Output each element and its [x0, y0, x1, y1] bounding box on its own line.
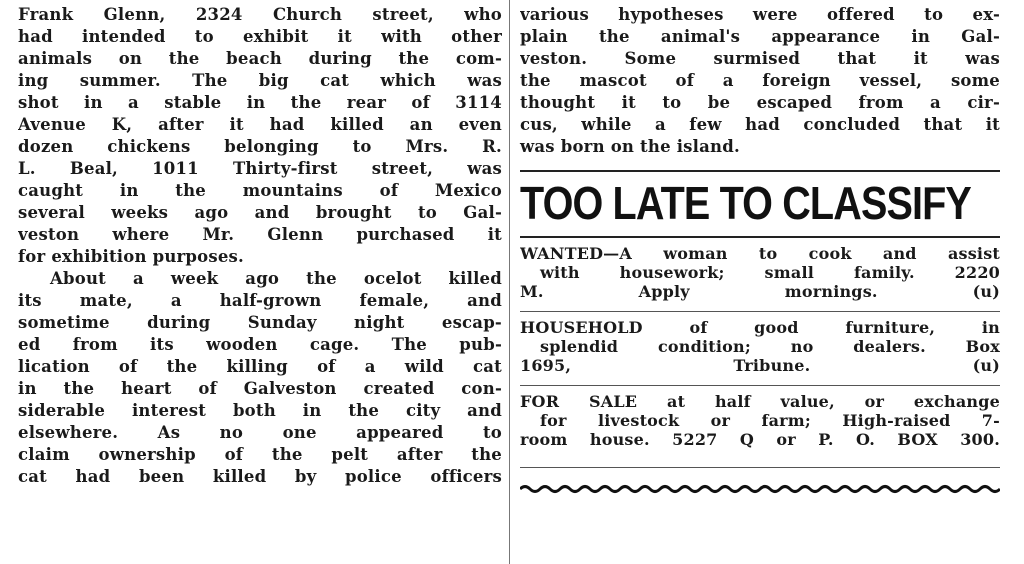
- article-right-column: [520, 0, 1000, 498]
- section-rule: [520, 236, 1000, 238]
- text-line: various hypotheses were offered to ex-: [520, 5, 1000, 24]
- ad-line: M. Apply mornings. (u): [520, 282, 1000, 301]
- article-paragraph-2: [18, 268, 502, 488]
- column-divider: [509, 0, 510, 564]
- text-line: thought it to be escaped from a cir-: [520, 93, 1000, 112]
- text-line: plain the animal's appearance in Gal-: [520, 27, 1000, 46]
- article-continuation: [520, 0, 1000, 158]
- text-line: elsewhere. As no one appeared to: [18, 423, 502, 442]
- text-line: claim ownership of the pelt after the: [18, 445, 502, 464]
- text-line: the mascot of a foreign vessel, some: [520, 71, 1000, 90]
- text-line: Avenue K, after it had killed an even: [18, 115, 502, 134]
- text-line: siderable interest both in the city and: [18, 401, 502, 420]
- classified-ad-household: [520, 318, 1000, 375]
- text-line: cat had been killed by police officers: [18, 467, 502, 486]
- text-line: veston. Some surmised that it was: [520, 49, 1000, 68]
- text-line: About a week ago the ocelot killed: [50, 269, 502, 288]
- text-line: caught in the mountains of Mexico: [18, 181, 502, 200]
- text-line: had intended to exhibit it with other: [18, 27, 502, 46]
- classified-heading: TOO LATE TO CLASSIFY: [520, 177, 971, 229]
- text-line: for exhibition purposes.: [18, 247, 244, 266]
- article-left-column: [18, 0, 502, 488]
- text-line: lication of the killing of a wild cat: [18, 357, 502, 376]
- ad-line: for livestock or farm; High-raised 7-: [540, 411, 1000, 430]
- text-line: Frank Glenn, 2324 Church street, who: [18, 5, 502, 24]
- ad-line: WANTED—A woman to cook and assist: [520, 244, 1000, 263]
- text-line: ed from its wooden cage. The pub-: [18, 335, 502, 354]
- ad-divider: [520, 467, 1000, 468]
- text-line: sometime during Sunday night escap-: [18, 313, 502, 332]
- text-line: shot in a stable in the rear of 3114: [18, 93, 502, 112]
- text-line: L. Beal, 1011 Thirty-first street, was: [18, 159, 502, 178]
- text-line: animals on the beach during the com-: [18, 49, 502, 68]
- ad-line: room house. 5227 Q or P. O. BOX 300.: [520, 430, 1000, 449]
- classified-ad-for-sale: [520, 392, 1000, 449]
- decorative-wavy-rule: [520, 484, 1000, 494]
- text-line: several weeks ago and brought to Gal-: [18, 203, 502, 222]
- ad-divider: [520, 385, 1000, 386]
- ad-line: HOUSEHOLD of good furniture, in: [520, 318, 1000, 337]
- ad-line: with housework; small family. 2220: [540, 263, 1000, 282]
- section-rule: [520, 170, 1000, 172]
- ad-divider: [520, 311, 1000, 312]
- text-line: veston where Mr. Glenn purchased it: [18, 225, 502, 244]
- text-line: dozen chickens belonging to Mrs. R.: [18, 137, 502, 156]
- ad-line: 1695, Tribune. (u): [520, 356, 1000, 375]
- classified-ad-wanted: [520, 244, 1000, 301]
- text-line: ing summer. The big cat which was: [18, 71, 502, 90]
- text-line: was born on the island.: [520, 137, 740, 156]
- ad-line: FOR SALE at half value, or exchange: [520, 392, 1000, 411]
- article-paragraph-1: [18, 0, 502, 268]
- text-line: in the heart of Galveston created con-: [18, 379, 502, 398]
- text-line: cus, while a few had concluded that it: [520, 115, 1000, 134]
- ad-line: splendid condition; no dealers. Box: [540, 337, 1000, 356]
- text-line: its mate, a half-grown female, and: [18, 291, 502, 310]
